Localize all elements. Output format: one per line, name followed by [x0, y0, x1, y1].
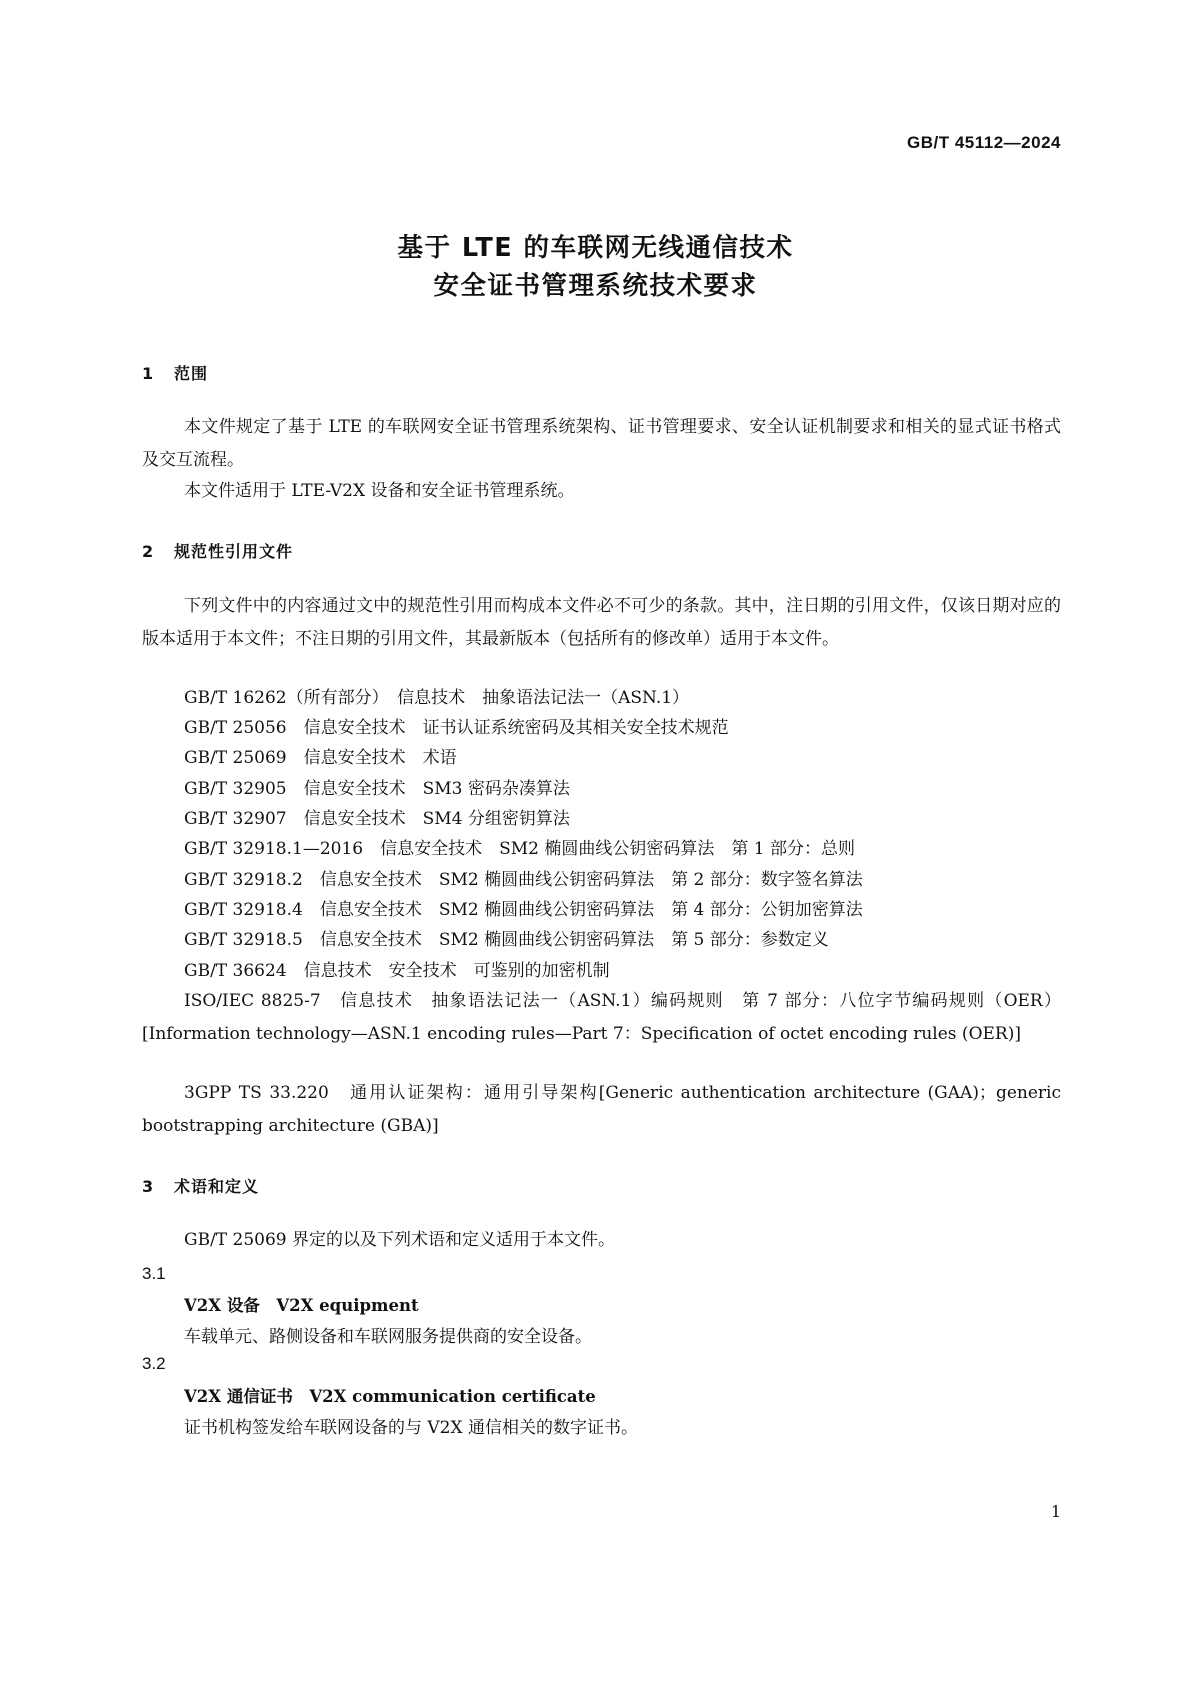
reference-item: GB/T 36624 信息技术 安全技术 可鉴别的加密机制: [184, 961, 610, 981]
section-1-title: 范围: [174, 364, 209, 383]
section-1-number: 1: [142, 364, 155, 383]
term-name: V2X 设备 V2X equipment: [184, 1296, 419, 1315]
reference-item: GB/T 16262（所有部分） 信息技术 抽象语法记法一（ASN.1）: [184, 688, 690, 708]
section-2-title: 规范性引用文件: [174, 542, 294, 561]
section-2-number: 2: [142, 542, 155, 561]
terms-intro: GB/T 25069 界定的以及下列术语和定义适用于本文件。: [184, 1230, 616, 1250]
reference-item: GB/T 32918.2 信息安全技术 SM2 椭圆曲线公钥密码算法 第 2 部分：数字签名算法: [184, 870, 863, 890]
term-name: V2X 通信证书 V2X communication certificate: [184, 1387, 596, 1406]
reference-item: GB/T 32918.4 信息安全技术 SM2 椭圆曲线公钥密码算法 第 4 部分：公钥加密算法: [184, 900, 863, 920]
reference-item: GB/T 32905 信息安全技术 SM3 密码杂凑算法: [184, 779, 570, 799]
reference-item-3gpp: 3GPP TS 33.220 通用认证架构：通用引导架构[Generic authentication architecture (GAA)；generic bootstrapping architecture (GBA)]: [142, 1083, 1061, 1136]
reference-item: GB/T 32918.1—2016 信息安全技术 SM2 椭圆曲线公钥密码算法 第 1 部分：总则: [184, 839, 856, 859]
section-2-heading: [142, 539, 293, 562]
title-line-1: 基于 LTE 的车联网无线通信技术: [397, 233, 794, 263]
section-3-number: 3: [142, 1177, 155, 1196]
section-3-title: 术语和定义: [174, 1177, 260, 1196]
section-1-heading: [142, 361, 208, 384]
scope-paragraph-1: 本文件规定了基于 LTE 的车联网安全证书管理系统架构、证书管理要求、安全认证机制要求和相关的显式证书格式及交互流程。: [142, 417, 1061, 470]
page-number: 1: [1050, 1502, 1061, 1521]
reference-item: GB/T 32918.5 信息安全技术 SM2 椭圆曲线公钥密码算法 第 5 部分：参数定义: [184, 930, 829, 950]
reference-item: GB/T 32907 信息安全技术 SM4 分组密钥算法: [184, 809, 570, 829]
term-number: 3.1: [142, 1264, 166, 1283]
term-number: 3.2: [142, 1354, 166, 1373]
reference-item: GB/T 25069 信息安全技术 术语: [184, 748, 457, 768]
scope-paragraph-2: 本文件适用于 LTE-V2X 设备和安全证书管理系统。: [184, 481, 575, 501]
reference-item: GB/T 25056 信息安全技术 证书认证系统密码及其相关安全技术规范: [184, 718, 729, 738]
document-code: GB/T 45112—2024: [907, 133, 1061, 152]
term-definition: 车载单元、路侧设备和车联网服务提供商的安全设备。: [184, 1327, 592, 1347]
section-3-heading: [142, 1174, 259, 1197]
title-line-2: 安全证书管理系统技术要求: [433, 271, 758, 301]
normative-references-intro: 下列文件中的内容通过文中的规范性引用而构成本文件必不可少的条款。其中，注日期的引用文件，仅该日期对应的版本适用于本文件；不注日期的引用文件，其最新版本（包括所有的修改单）适用于本文件。: [142, 596, 1061, 649]
term-definition: 证书机构签发给车联网设备的与 V2X 通信相关的数字证书。: [184, 1418, 639, 1438]
reference-item-iso: ISO/IEC 8825-7 信息技术 抽象语法记法一（ASN.1）编码规则 第 7 部分：八位字节编码规则（OER）[Information technology—ASN.1 encoding rules—Part 7：Specification of octet encoding rules (OER)]: [142, 991, 1061, 1044]
